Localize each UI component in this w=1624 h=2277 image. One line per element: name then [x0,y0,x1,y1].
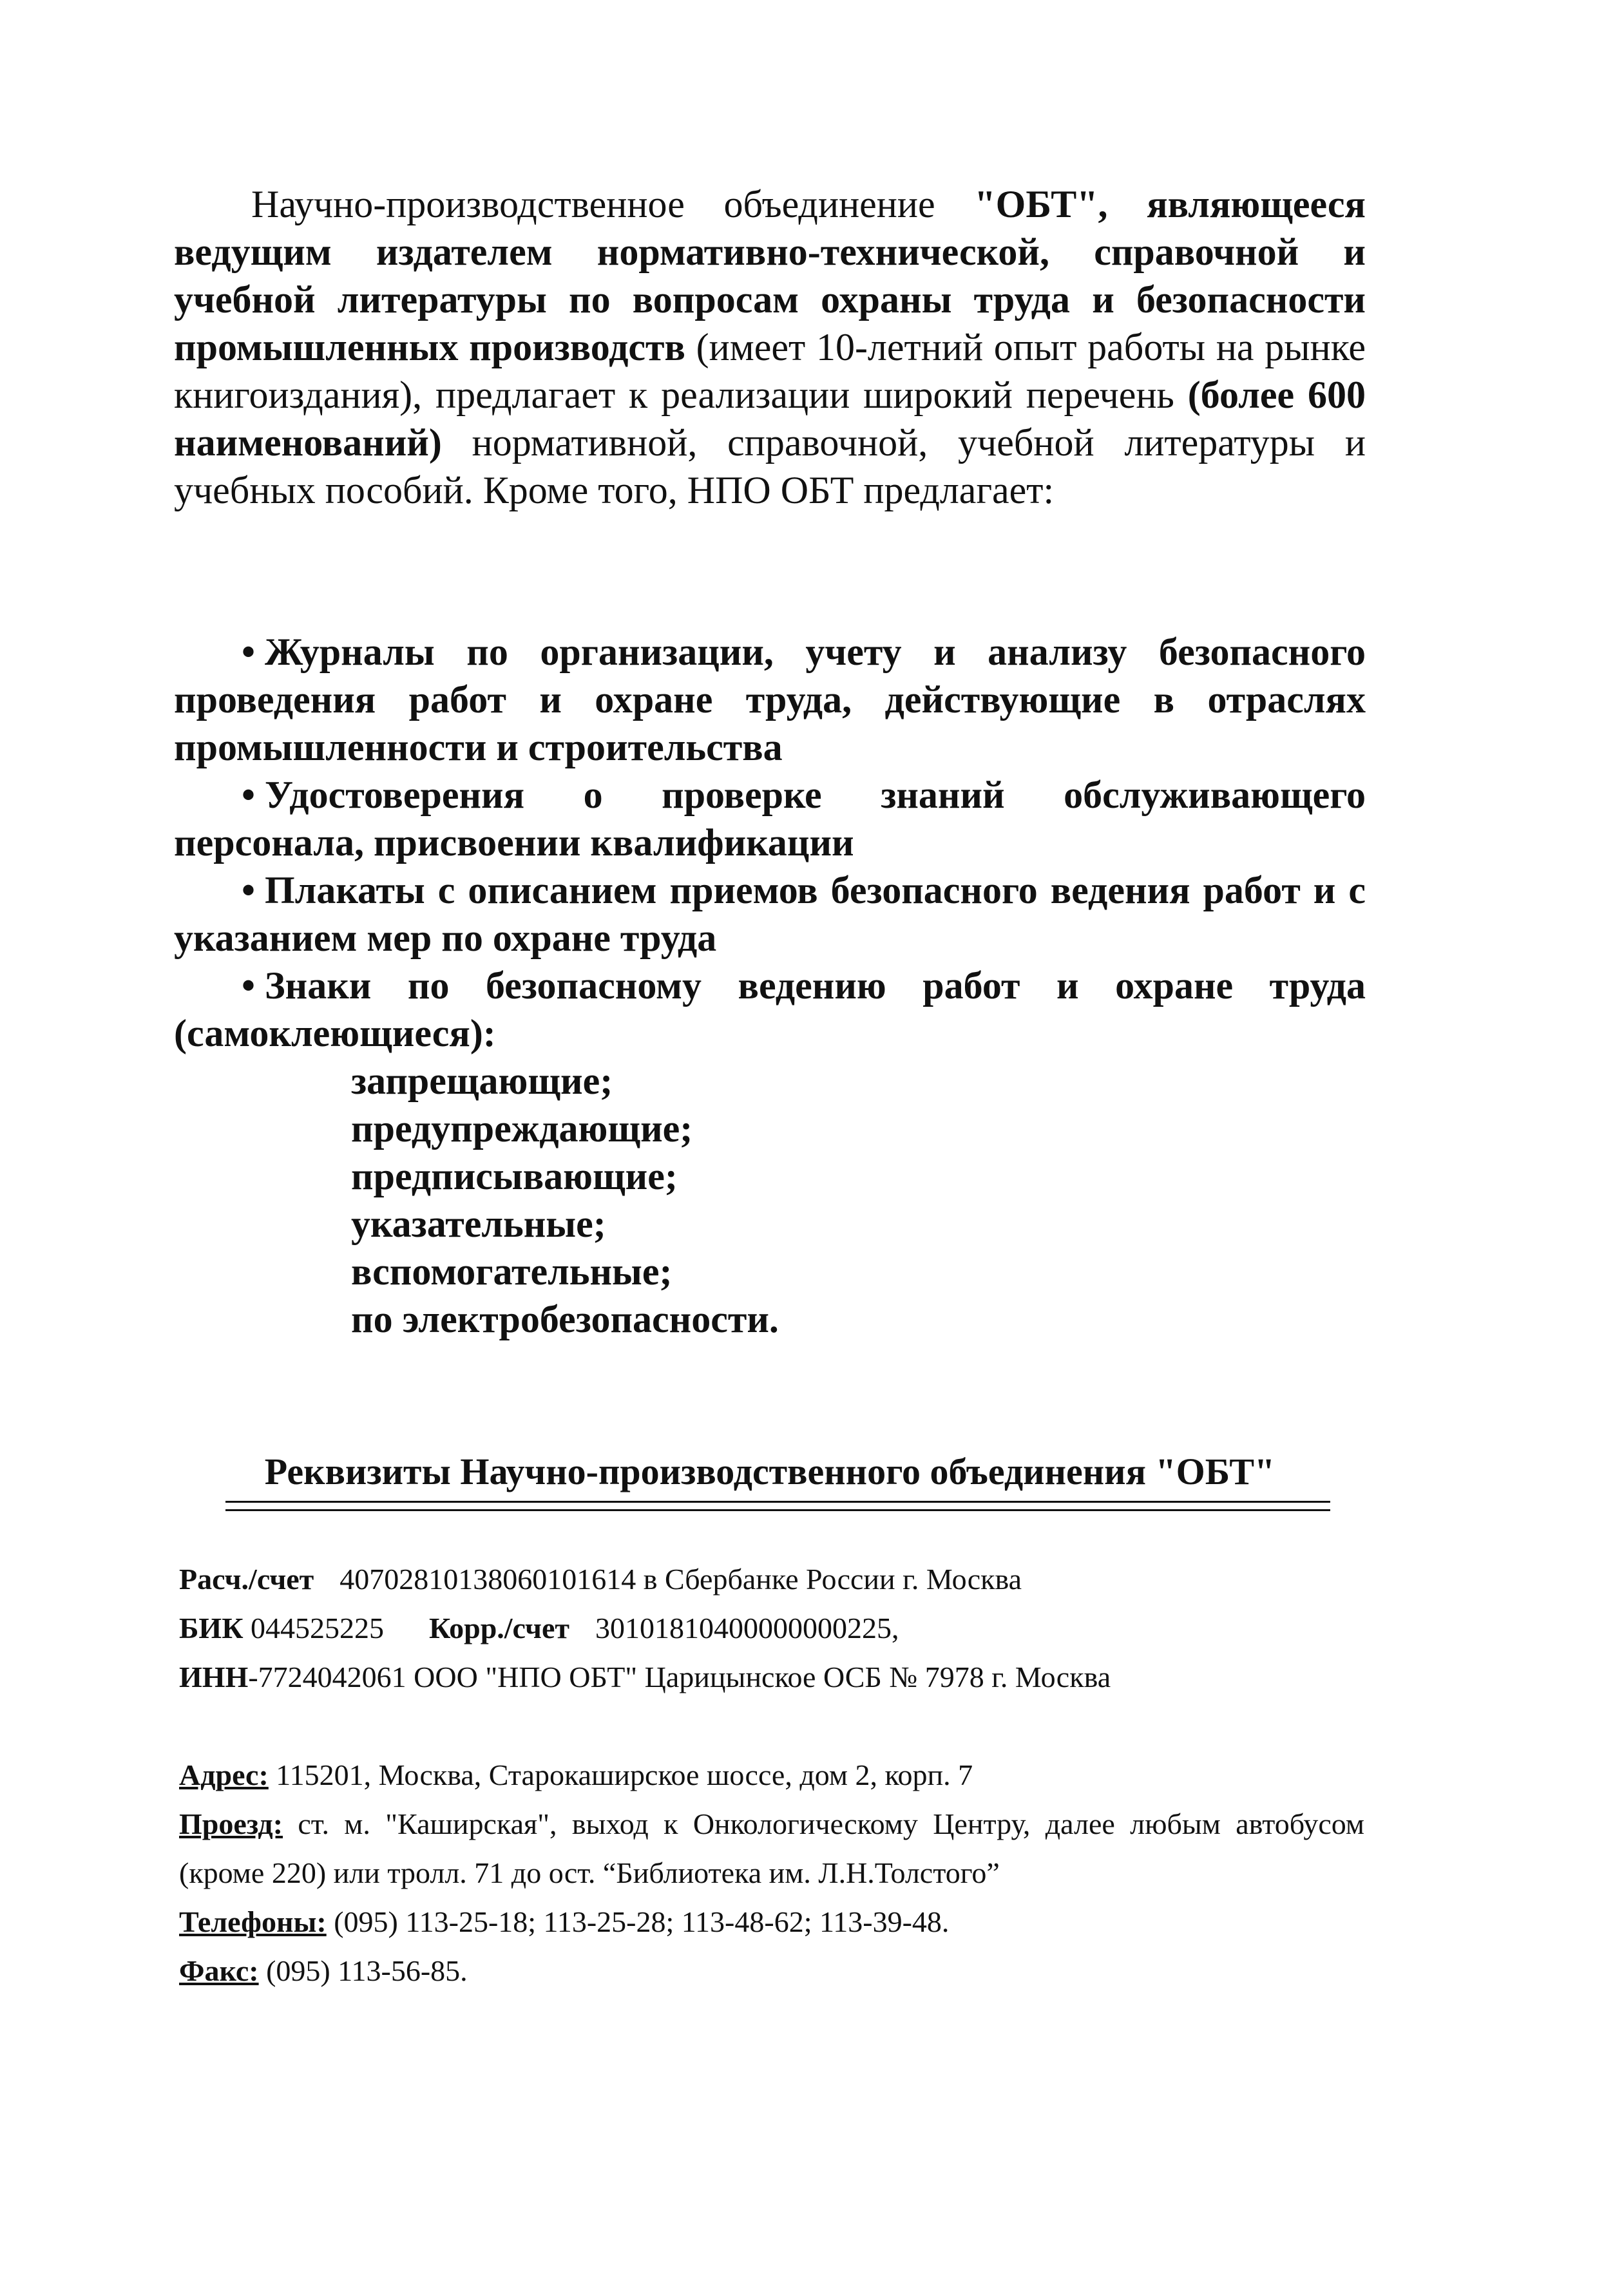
inn-label: ИНН [179,1661,249,1693]
sign-type-item: запрещающие; [351,1060,613,1102]
list-item [174,866,1366,962]
product-list [174,628,1366,1343]
requisites-title: Реквизиты Научно-производственного объединения "ОБТ" [264,1451,1275,1492]
list-item-text: Журналы по организации, учету и анализу безопасного проведения работ и охране труда, действующие в отраслях промышленности и строительства [174,631,1366,768]
intro-bold-2: (более 600 наименований) [174,374,1366,464]
account-value: 40702810138060101614 в Сбербанке России г. Москва [339,1563,1022,1596]
inn-line [179,1653,1371,1702]
list-item-text: Знаки по безопасному ведению работ и охране труда (самоклеющиеся): [174,964,1366,1054]
fax-line [179,1947,1364,1996]
phones-value: (095) 113-25-18; 113-25-28; 113-48-62; 113-39-48. [326,1905,950,1938]
bik-value: 044525225 [251,1612,385,1644]
fax-label: Факс: [179,1954,259,1987]
route-value: ст. м. "Каширская", выход к Онкологическому Центру, далее любым автобусом (кроме 220) или тролл. 71 до ост. “Библиотека им. Л.Н.Толстого” [179,1807,1364,1889]
sign-type-item: предписывающие; [351,1155,678,1197]
phones-label: Телефоны: [179,1905,327,1938]
route-line [179,1800,1364,1898]
list-item-text: Удостоверения о проверке знаний обслуживающего персонала, присвоении квалификации [174,774,1366,864]
route-label: Проезд: [179,1807,283,1840]
corr-value: 30101810400000000225, [595,1612,899,1644]
address-line [179,1751,1364,1800]
bank-details [179,1555,1371,1702]
contact-block [179,1751,1364,1996]
address-label: Адрес: [179,1758,269,1791]
bik-line [179,1604,1371,1653]
intro-bold-1: "ОБТ", являющееся ведущим издателем нормативно-технической, справочной и учебной литературы по вопросам охраны труда и безопасности промышленных производств [174,183,1366,368]
title-underline [225,1501,1330,1503]
list-item [174,962,1366,1057]
list-item [174,771,1366,866]
bullet-icon: • [242,964,256,1007]
phones-line [179,1898,1364,1947]
intro-paragraph [174,180,1366,514]
account-line [179,1555,1371,1604]
sign-types-list [351,1057,1366,1343]
bullet-icon: • [242,774,256,816]
bullet-icon: • [242,631,256,673]
sign-type-item: вспомогательные; [351,1250,673,1293]
sign-type-item: по электробезопасности. [351,1298,779,1340]
list-item [174,628,1366,771]
list-item-text: Плакаты с описанием приемов безопасного ведения работ и с указанием мер по охране труда [174,869,1366,959]
account-label: Расч./счет [179,1563,314,1596]
intro-text-1: Научно-производственное объединение [251,183,975,225]
inn-value: -7724042061 ООО "НПО ОБТ" Царицынское ОСБ № 7978 г. Москва [248,1661,1111,1693]
fax-value: (095) 113-56-85. [258,1954,468,1987]
intro-text-3: нормативной, справочной, учебной литературы и учебных пособий. Кроме того, НПО ОБТ предлагает: [174,421,1366,511]
bik-label: БИК [179,1612,244,1644]
sign-type-item: предупреждающие; [351,1107,693,1150]
title-underline-double [225,1509,1330,1511]
intro-text-2: (имеет 10-летний опыт работы на рынке книгоиздания), предлагает к реализации широкий перечень [174,326,1366,416]
sign-type-item: указательные; [351,1203,606,1245]
address-value: 115201, Москва, Старокаширское шоссе, дом 2, корп. 7 [268,1758,973,1791]
bullet-icon: • [242,869,256,911]
corr-label: Корр./счет [429,1612,570,1644]
